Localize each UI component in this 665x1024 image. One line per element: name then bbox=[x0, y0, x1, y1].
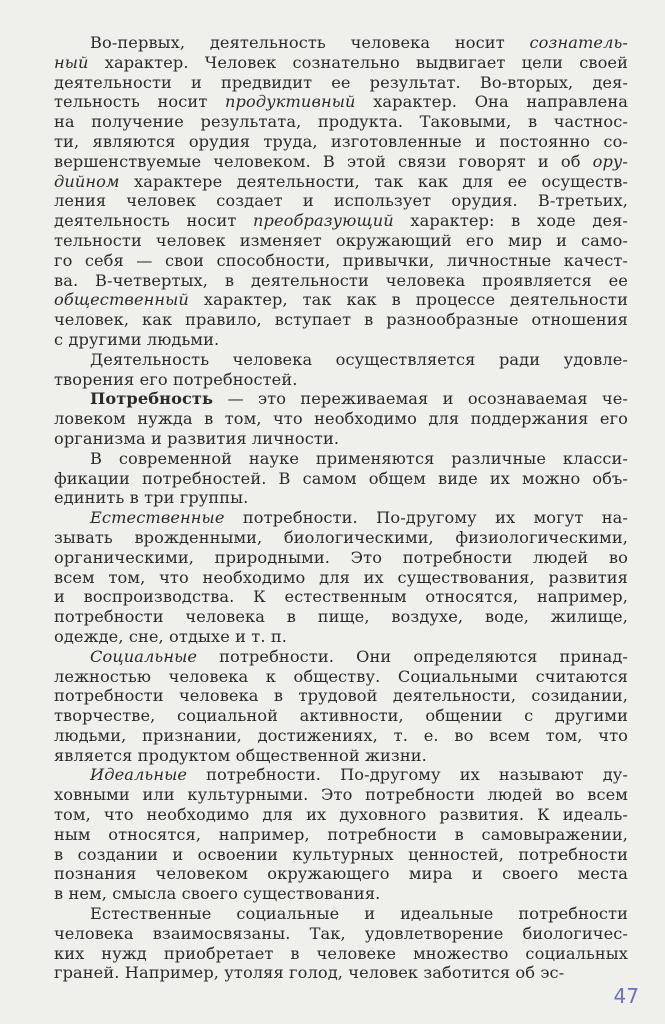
text-line bbox=[54, 508, 628, 528]
text-run: в нем, смысла своего существования. bbox=[54, 884, 381, 904]
text-run: лежностью человека к обществу. Социальными считаются bbox=[54, 666, 628, 686]
text-line bbox=[54, 904, 628, 924]
italic-term: общественный bbox=[54, 290, 189, 310]
text-line bbox=[54, 112, 628, 132]
text-line bbox=[54, 548, 628, 568]
text-line bbox=[54, 251, 628, 271]
text-line bbox=[54, 172, 628, 192]
text-run: человека взаимосвязаны. Так, удовлетворение биологичес- bbox=[54, 923, 628, 943]
text-line bbox=[54, 310, 628, 330]
text-run: деятельности и предвидит ее результат. Во-вторых, дея- bbox=[54, 72, 628, 92]
text-line bbox=[54, 765, 628, 785]
text-line bbox=[54, 944, 628, 964]
text-line bbox=[54, 92, 628, 112]
text-line bbox=[54, 686, 628, 706]
text-line bbox=[54, 568, 628, 588]
text-line bbox=[54, 290, 628, 310]
text-run: характер. Она направлена bbox=[355, 92, 628, 112]
text-run: граней. Например, утоляя голод, человек заботится об эс- bbox=[54, 963, 565, 983]
text-line bbox=[54, 746, 628, 766]
text-run: потребности. По-другому их могут на- bbox=[224, 508, 628, 528]
text-line bbox=[54, 488, 628, 508]
text-run: познания человеком окружающего мира и своего места bbox=[54, 864, 628, 884]
text-line bbox=[54, 963, 628, 983]
text-run: потребности человека в трудовой деятельности, созидании, bbox=[54, 686, 628, 706]
text-line bbox=[54, 191, 628, 211]
text-line bbox=[54, 884, 628, 904]
text-run: ховными или культурными. Это потребности людей во всем bbox=[54, 785, 628, 805]
text-run: ких нужд приобретает в человеке множество социальных bbox=[54, 943, 628, 963]
text-line bbox=[54, 73, 628, 93]
text-run: тельности человек изменяет окружающий его мир и само- bbox=[54, 230, 628, 250]
text-run: органическими, природными. Это потребности людей во bbox=[54, 547, 628, 567]
text-run: характер: в ходе дея- bbox=[393, 211, 628, 231]
text-run: на получение результата, продукта. Таковыми, в частнос- bbox=[54, 112, 628, 132]
page-number: 47 bbox=[613, 984, 639, 1008]
text-line bbox=[54, 805, 628, 825]
text-line bbox=[54, 211, 628, 231]
text-line bbox=[54, 231, 628, 251]
text-run: Деятельность человека осуществляется ради удовле- bbox=[90, 349, 628, 369]
text-run: потребности человека в пище, воздухе, воде, жилище, bbox=[54, 607, 628, 627]
text-run: творчестве, социальной активности, общении с другими bbox=[54, 706, 628, 726]
text-run: В современной науке применяются различные класси- bbox=[90, 448, 628, 468]
bold-term: Потребность bbox=[90, 389, 214, 409]
text-line bbox=[54, 271, 628, 291]
text-line bbox=[54, 53, 628, 73]
text-run: потребности. По-другому их называют ду- bbox=[187, 765, 628, 785]
text-run: характере деятельности, так как для ее осуществ- bbox=[119, 171, 628, 191]
text-run: характер, так как в процессе деятельности bbox=[188, 290, 628, 310]
text-line bbox=[54, 132, 628, 152]
text-run: ловеком нужда в том, что необходимо для поддержания его bbox=[54, 409, 628, 429]
text-run: Естественные социальные и идеальные потребности bbox=[90, 904, 628, 924]
text-run: ва. В-четвертых, в деятельности человека проявляется ее bbox=[54, 270, 628, 290]
text-run: вершенствуемые человеком. В этой связи говорят и об bbox=[54, 151, 593, 171]
text-run: является продуктом общественной жизни. bbox=[54, 745, 427, 765]
italic-term: Социальные bbox=[90, 646, 198, 666]
italic-term: Естественные bbox=[90, 508, 225, 528]
italic-term: дийном bbox=[54, 171, 120, 191]
text-line bbox=[54, 607, 628, 627]
text-run: человек, как правило, вступает в разнообразные отношения bbox=[54, 310, 628, 330]
text-run: организма и развития личности. bbox=[54, 428, 340, 448]
text-run: ным относятся, например, потребности в самовыражении, bbox=[54, 824, 628, 844]
text-line bbox=[54, 409, 628, 429]
italic-term: ный bbox=[54, 52, 89, 72]
text-line bbox=[54, 667, 628, 687]
italic-term: преобразующий bbox=[252, 211, 394, 231]
text-run: ти, являются орудия труда, изготовленные и постоянно со- bbox=[54, 131, 628, 151]
text-line bbox=[54, 647, 628, 667]
text-line bbox=[54, 330, 628, 350]
text-line bbox=[54, 726, 628, 746]
text-run: го себя — свои способности, привычки, личностные качест- bbox=[54, 250, 628, 270]
text-run: том, что необходимо для их духовного развития. К идеаль- bbox=[54, 805, 628, 825]
italic-term: продуктивный bbox=[225, 92, 356, 112]
text-line bbox=[54, 706, 628, 726]
text-run: деятельность носит bbox=[54, 211, 253, 231]
text-run: тельность носит bbox=[54, 92, 226, 112]
text-line bbox=[54, 449, 628, 469]
text-run: фикации потребностей. В самом общем виде их можно объ- bbox=[54, 468, 628, 488]
text-line bbox=[54, 528, 628, 548]
italic-term: Идеальные bbox=[90, 765, 188, 785]
text-run: в создании и освоении культурных ценностей, потребности bbox=[54, 844, 628, 864]
text-run: одежде, сне, отдыхе и т. п. bbox=[54, 626, 287, 646]
italic-term: ору- bbox=[592, 151, 628, 171]
text-line bbox=[54, 350, 628, 370]
text-line bbox=[54, 469, 628, 489]
body-text bbox=[54, 33, 628, 983]
text-line bbox=[54, 587, 628, 607]
text-run: характер. Человек сознательно выдвигает цели своей bbox=[88, 52, 628, 72]
text-run: людьми, признании, достижениях, т. е. во всем том, что bbox=[54, 725, 628, 745]
text-line bbox=[54, 864, 628, 884]
text-line bbox=[54, 429, 628, 449]
text-line bbox=[54, 370, 628, 390]
text-line bbox=[54, 825, 628, 845]
text-run: и воспроизводства. К естественным относятся, например, bbox=[54, 587, 628, 607]
text-run: — это переживаемая и осознаваемая че- bbox=[213, 389, 628, 409]
text-line bbox=[54, 785, 628, 805]
text-run: зывать врожденными, биологическими, физиологическими, bbox=[54, 527, 628, 547]
text-line bbox=[54, 152, 628, 172]
text-run: с другими людьми. bbox=[54, 329, 220, 349]
text-line bbox=[54, 389, 628, 409]
text-run: потребности. Они определяются принад- bbox=[197, 646, 628, 666]
text-run: ления человек создает и использует орудия. В-третьих, bbox=[54, 191, 628, 211]
text-run: единить в три группы. bbox=[54, 488, 249, 508]
text-line bbox=[54, 33, 628, 53]
text-run: творения его потребностей. bbox=[54, 369, 298, 389]
text-line bbox=[54, 845, 628, 865]
text-line bbox=[54, 924, 628, 944]
italic-term: сознатель- bbox=[529, 33, 628, 52]
text-line bbox=[54, 627, 628, 647]
text-run: всем том, что необходимо для их существования, развития bbox=[54, 567, 628, 587]
text-run: Во-первых, деятельность человека носит bbox=[90, 33, 530, 52]
